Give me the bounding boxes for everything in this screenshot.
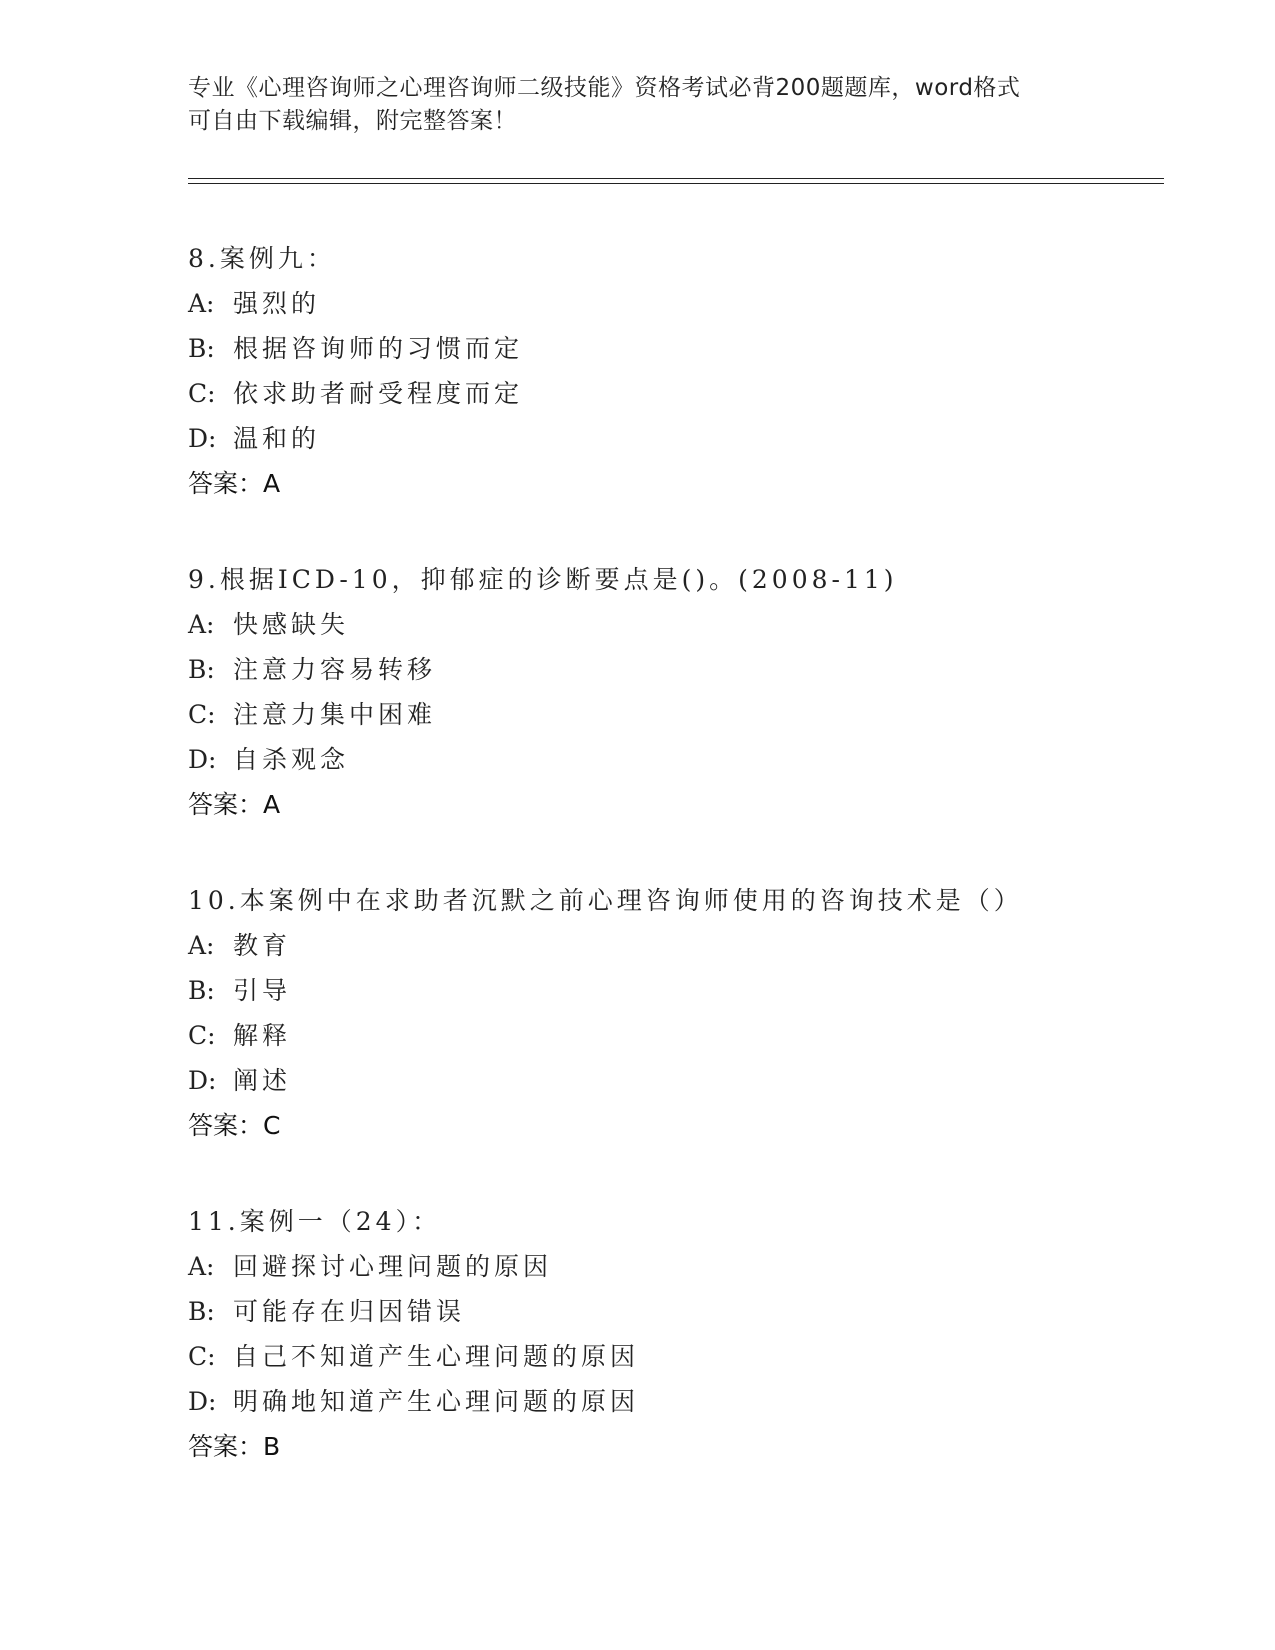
question-stem: 10.本案例中在求助者沉默之前心理咨询师使用的咨询技术是（）: [188, 886, 1023, 915]
header-line-2: 可自由下载编辑，附完整答案！: [188, 108, 517, 134]
answer-key: 答案：A: [188, 790, 281, 819]
option-a: [188, 602, 1168, 647]
answer-key: 答案：C: [188, 1111, 281, 1140]
option-letter: B:: [188, 334, 215, 363]
option-letter: B:: [188, 1297, 215, 1326]
option-text: 解释: [233, 1021, 292, 1050]
header-divider-bottom: [188, 183, 1164, 184]
option-letter: A:: [188, 931, 215, 960]
option-d: [188, 1379, 1168, 1424]
option-text: 阐述: [233, 1066, 292, 1095]
option-letter: A:: [188, 289, 215, 318]
question-stem: 11.案例一（24）：: [188, 1207, 442, 1236]
option-d: [188, 737, 1168, 782]
option-b: [188, 326, 1168, 371]
option-d: [188, 1058, 1168, 1103]
option-a: [188, 281, 1168, 326]
option-text: 回避探讨心理问题的原因: [233, 1252, 553, 1281]
option-text: 快感缺失: [233, 610, 350, 639]
option-text: 自杀观念: [233, 745, 350, 774]
option-letter: C:: [188, 700, 216, 729]
option-text: 强烈的: [233, 289, 321, 318]
option-letter: A:: [188, 1252, 215, 1281]
option-c: [188, 1013, 1168, 1058]
question-8: [188, 236, 1168, 507]
option-b: [188, 968, 1168, 1013]
option-letter: B:: [188, 655, 215, 684]
option-text: 注意力容易转移: [233, 655, 437, 684]
question-9: [188, 557, 1168, 828]
question-stem: 9.根据ICD-10，抑郁症的诊断要点是()。(2008-11): [188, 565, 898, 594]
option-letter: C:: [188, 379, 216, 408]
option-letter: D:: [188, 745, 217, 774]
question-stem: 8.案例九：: [188, 244, 336, 273]
option-letter: C:: [188, 1021, 216, 1050]
question-11: [188, 1199, 1168, 1470]
header-divider-top: [188, 178, 1164, 179]
option-letter: D:: [188, 1066, 217, 1095]
option-b: [188, 647, 1168, 692]
option-letter: A:: [188, 610, 215, 639]
option-text: 明确地知道产生心理问题的原因: [233, 1387, 640, 1416]
answer-key: 答案：B: [188, 1432, 281, 1461]
option-letter: C:: [188, 1342, 216, 1371]
option-c: [188, 1334, 1168, 1379]
option-a: [188, 923, 1168, 968]
option-a: [188, 1244, 1168, 1289]
option-text: 可能存在归因错误: [233, 1297, 466, 1326]
option-b: [188, 1289, 1168, 1334]
document-header: [188, 72, 1088, 138]
option-text: 注意力集中困难: [233, 700, 437, 729]
answer-key: 答案：A: [188, 469, 281, 498]
question-10: [188, 878, 1168, 1149]
option-text: 温和的: [233, 424, 321, 453]
option-text: 自己不知道产生心理问题的原因: [233, 1342, 640, 1371]
option-letter: B:: [188, 976, 215, 1005]
header-line-1: 专业《心理咨询师之心理咨询师二级技能》资格考试必背200题题库，word格式: [188, 75, 1021, 101]
option-letter: D:: [188, 1387, 217, 1416]
option-letter: D:: [188, 424, 217, 453]
option-c: [188, 692, 1168, 737]
option-text: 引导: [233, 976, 292, 1005]
option-text: 根据咨询师的习惯而定: [233, 334, 524, 363]
option-text: 教育: [233, 931, 292, 960]
option-text: 依求助者耐受程度而定: [233, 379, 524, 408]
option-d: [188, 416, 1168, 461]
option-c: [188, 371, 1168, 416]
